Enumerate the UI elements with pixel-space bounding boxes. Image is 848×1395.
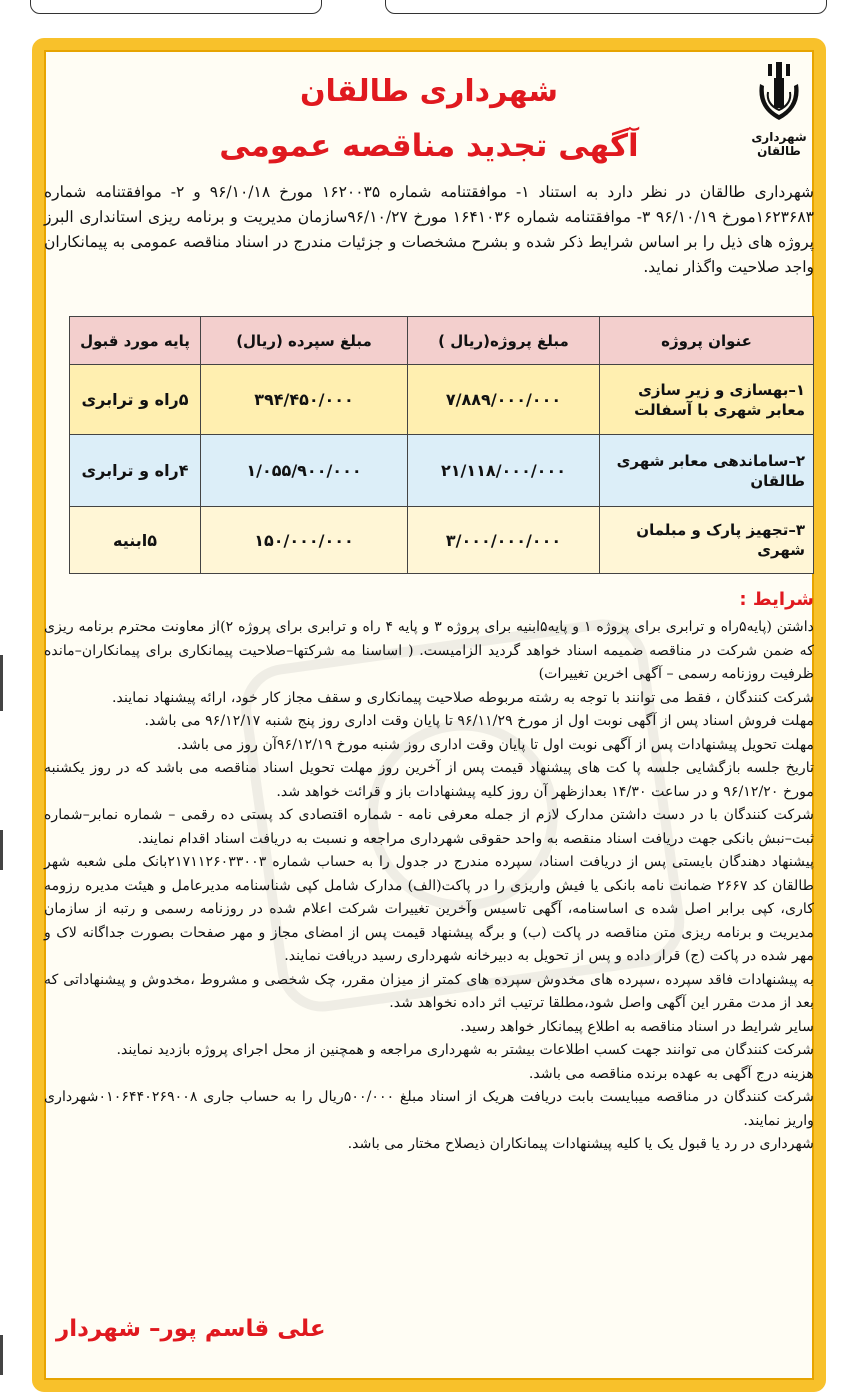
condition-item: مهلت تحویل پیشنهادات پس از آگهی نوبت اول تا پایان وقت اداری روز شنبه مورخ ۹۶/۱۲/۱۹آن روز می باشد. — [176, 736, 814, 753]
conditions-heading: شرایط : — [739, 589, 814, 610]
project-title: ۲–ساماندهی معابر شهری طالقان — [600, 435, 814, 507]
project-deposit: ۱/۰۵۵/۹۰۰/۰۰۰ — [201, 435, 408, 507]
signature: علی قاسم پور– شهردار — [56, 1316, 326, 1342]
condition-item: شرکت کنندگان می توانند جهت کسب اطلاعات بیشتر به شهرداری مراجعه و همچنین از محل اجرای پروژه بازدید نمایند. — [116, 1042, 814, 1058]
project-grade: ۵راه و ترابری — [70, 365, 201, 435]
col-header-amount: مبلغ پروژه(ریال ) — [408, 317, 600, 365]
condition-item: شرکت کنندگان در مناقصه میبایست بابت دریافت هریک از اسناد مبلغ ۵۰۰/۰۰۰ریال را به حساب جاری ۰۱۰۶۴۴۰۲۶۹۰۰۸شهرداری واریز نمایند. — [44, 1089, 814, 1129]
condition-item: به پیشنهادات فاقد سپرده ،سپرده های مخدوش سپرده های کمتر از میزان مقرر، چک شخصی و مشروط ،مخدوش و پیشنهاداتی که بعد از مدت مقرر این آگهی واصل شود،مطلقا ترتیب اثر داده نخواهد شد. — [44, 971, 814, 1011]
page-subtitle: آگهی تجدید مناقصه عمومی — [219, 128, 639, 164]
condition-item: سایر شرایط در اسناد مناقصه به اطلاع پیمانکار خواهد رسید. — [460, 1018, 814, 1035]
condition-item: شهرداری در رد یا قبول یک یا کلیه پیشنهادات پیمانکاران ذیصلاح مختار می باشد. — [347, 1136, 814, 1152]
col-header-grade: پایه مورد قبول — [70, 317, 201, 365]
project-amount: ۷/۸۸۹/۰۰۰/۰۰۰ — [408, 365, 600, 435]
table-row — [70, 365, 814, 435]
project-amount: ۳/۰۰۰/۰۰۰/۰۰۰ — [408, 507, 600, 574]
edge-mark — [0, 830, 3, 870]
project-title: ۱–بهسازی و زیر سازی معابر شهری با آسفالت — [600, 365, 814, 435]
project-grade: ۴راه و ترابری — [70, 435, 201, 507]
condition-item: پیشنهاد دهندگان بایستی پس از دریافت اسناد، سپرده مندرج در جدول را به حساب شماره ۲۱۷۱۱۲۶۰۳۳۰۰۳بانک ملی شعبه شهر طالقان کد ۲۶۶۷ ضمانت نامه بانکی یا فیش واریزی را در پاکت(الف) مدارک شامل کپی شناسنامه مدیرعامل و هیئت مدیره رزومه کاری، کپی برابر اصل شده ی اساسنامه، آگهی تاسیس وآخرین تغییرات شرکت اعلام شده در روزنامه رسمی و رتبه از سازمان مدیریت و برنامه ریزی متن مناقصه در پاکت (ب) و برگه پیشنهاد قیمت پس از امضای مجاز و مهر صفحات بصورت جداگانه لاک و مهر شده در پاکت (ج) قرار داده و پس از تحویل به دبیرخانه شهرداری رسید دریافت نمایند. — [44, 854, 814, 964]
intro-paragraph: شهرداری طالقان در نظر دارد به استناد ۱- موافقتنامه شماره ۱۶۲۰۰۳۵ مورخ ۹۶/۱۰/۱۸ و ۲- موافقتنامه شماره ۱۶۲۳۶۸۳مورخ ۹۶/۱۰/۱۹ ۳- موافقتنامه شماره ۱۶۴۱۰۳۶ مورخ ۹۶/۱۰/۲۷سازمان مدیریت و برنامه ریزی استانداری البرز پروژه های ذیل را بر اساس شرایط ذکر شده و بشرح مشخصات و جزئیات مندرج در اسناد مناقصه عمومی به پیمانکاران واجد صلاحیت واگذار نماید. — [44, 183, 814, 276]
conditions-list — [44, 616, 814, 1157]
logo-label: شهرداری طالقان — [751, 130, 807, 158]
table-row — [70, 435, 814, 507]
table-row — [70, 507, 814, 574]
project-deposit: ۱۵۰/۰۰۰/۰۰۰ — [201, 507, 408, 574]
condition-item: مهلت فروش اسناد پس از آگهی نوبت اول از مورخ ۹۶/۱۱/۲۹ تا پایان وقت اداری روز پنج شنبه ۹۶/۱۲/۱۷ می باشد. — [144, 713, 814, 729]
col-header-title: عنوان پروژه — [600, 317, 814, 365]
projects-table — [69, 316, 814, 574]
edge-mark — [0, 655, 3, 711]
top-left-tab — [30, 0, 322, 14]
advertisement — [44, 54, 814, 1379]
condition-item: تاریخ جلسه بازگشایی جلسه پا کت های پیشنهاد قیمت پس از آخرین روز مهلت تحویل اسناد مناقصه می باشد که در روز یکشنبه مورخ ۹۶/۱۲/۲۰ و در ساعت ۱۴/۳۰ بعدازظهر آن روز کلیه پیشنهادات باز و قرائت خواهد شد. — [44, 760, 814, 800]
project-grade: ۵ابنیه — [70, 507, 201, 574]
top-right-tab — [385, 0, 827, 14]
condition-item: شرکت کنندگان با در دست داشتن مدارک لازم از جمله معرفی نامه - شماره اقتصادی کد پستی ده رقمی – شماره نمابر–شماره ثبت–نبش بانکی جهت دریافت اسناد منقصه به واحد حقوقی شهرداری مراجعه و نسبت به دریافت اسناد اقدام نمایند. — [44, 807, 814, 847]
edge-mark — [0, 1335, 3, 1375]
project-amount: ۲۱/۱۱۸/۰۰۰/۰۰۰ — [408, 435, 600, 507]
col-header-deposit: مبلغ سپرده (ریال) — [201, 317, 408, 365]
table-header-row — [70, 317, 814, 365]
condition-item: شرکت کنندگان ، فقط می توانند با توجه به رشته مربوطه صلاحیت پیمانکاری و سقف مجاز کار خود، ارائه پیشنهاد نمایند. — [112, 689, 814, 706]
condition-item: داشتن (پایه۵راه و ترابری برای پروژه ۱ و پایه۵ابنیه برای پروژه ۳ و پایه ۴ راه و ترابری برای پروژه ۲)از معاونت محترم برنامه ریزی که ضمن شرکت در مناقصه ضمیمه اسناد خواهد گردید الزامیست. ( اساسنا مه شرکتها–صلاحیت پیمانکاری برای پیمانکاران–مانده ظرفیت روزنامه رسمی – آگهی اخرین تغییرات) — [44, 619, 814, 682]
condition-item: هزینه درج آگهی به عهده برنده مناقصه می باشد. — [528, 1065, 814, 1082]
project-deposit: ۳۹۴/۴۵۰/۰۰۰ — [201, 365, 408, 435]
project-title: ۳–تجهیز پارک و مبلمان شهری — [600, 507, 814, 574]
page-title: شهرداری طالقان — [299, 74, 559, 109]
